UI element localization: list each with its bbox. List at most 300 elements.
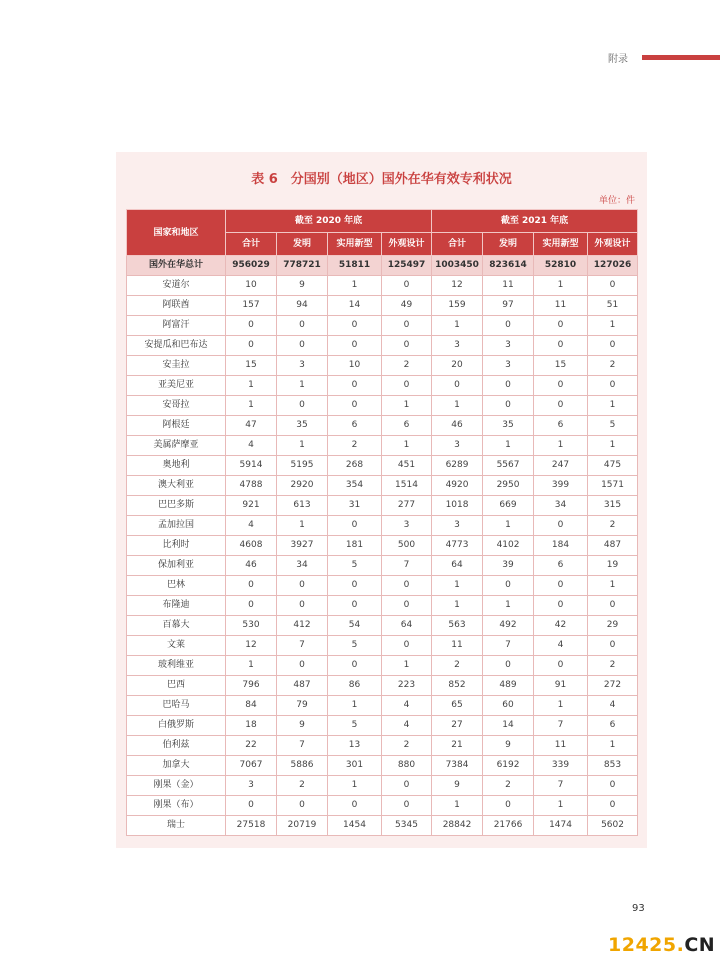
table-row [127, 476, 638, 496]
table-cell: 1018 [432, 496, 483, 516]
subheader: 合计 [226, 233, 277, 256]
table-row [127, 816, 638, 836]
table-cell: 46 [226, 556, 277, 576]
table-cell: 4608 [226, 536, 277, 556]
table-cell: 1 [382, 656, 432, 676]
header-group-2020: 截至 2020 年底 [226, 210, 432, 233]
table-cell: 2 [432, 656, 483, 676]
table-cell: 4102 [483, 536, 534, 556]
table-row [127, 316, 638, 336]
table-cell: 1454 [328, 816, 382, 836]
table-row [127, 736, 638, 756]
table-cell: 0 [534, 596, 588, 616]
subheader: 外观设计 [588, 233, 638, 256]
country-name: 阿富汗 [127, 316, 226, 336]
table-cell: 94 [277, 296, 328, 316]
table-cell: 27 [432, 716, 483, 736]
subheader: 实用新型 [328, 233, 382, 256]
table-cell: 0 [534, 516, 588, 536]
table-cell: 487 [588, 536, 638, 556]
table-cell: 1 [588, 436, 638, 456]
table-cell: 5 [328, 636, 382, 656]
table-cell: 268 [328, 456, 382, 476]
table-cell: 0 [328, 516, 382, 536]
table-cell: 0 [534, 576, 588, 596]
table-cell: 22 [226, 736, 277, 756]
header-group-2021: 截至 2021 年底 [432, 210, 638, 233]
total-cell: 778721 [277, 256, 328, 276]
table-cell: 15 [534, 356, 588, 376]
table-row [127, 536, 638, 556]
table-cell: 0 [382, 336, 432, 356]
table-cell: 2 [588, 516, 638, 536]
table-cell: 0 [588, 276, 638, 296]
table-cell: 0 [328, 336, 382, 356]
table-cell: 3 [483, 356, 534, 376]
table-cell: 0 [588, 636, 638, 656]
country-name: 百慕大 [127, 616, 226, 636]
country-name: 白俄罗斯 [127, 716, 226, 736]
table-cell: 0 [588, 796, 638, 816]
table-cell: 1 [328, 696, 382, 716]
table-cell: 3 [432, 516, 483, 536]
table-cell: 19 [588, 556, 638, 576]
country-name: 阿根廷 [127, 416, 226, 436]
table-cell: 6 [328, 416, 382, 436]
table-cell: 65 [432, 696, 483, 716]
table-row [127, 416, 638, 436]
country-name: 亚美尼亚 [127, 376, 226, 396]
table-cell: 0 [277, 576, 328, 596]
table-cell: 11 [483, 276, 534, 296]
table-cell: 0 [483, 576, 534, 596]
table-cell: 35 [483, 416, 534, 436]
table-cell: 0 [534, 396, 588, 416]
total-cell: 125497 [382, 256, 432, 276]
table-cell: 3927 [277, 536, 328, 556]
total-cell: 51811 [328, 256, 382, 276]
table-cell: 880 [382, 756, 432, 776]
table-cell: 852 [432, 676, 483, 696]
table-cell: 2 [483, 776, 534, 796]
table-cell: 5 [328, 556, 382, 576]
table-cell: 0 [277, 656, 328, 676]
table-cell: 489 [483, 676, 534, 696]
table-row [127, 556, 638, 576]
table-cell: 1 [226, 656, 277, 676]
table-cell: 301 [328, 756, 382, 776]
country-name: 加拿大 [127, 756, 226, 776]
table-cell: 157 [226, 296, 277, 316]
table-cell: 0 [328, 576, 382, 596]
table-cell: 475 [588, 456, 638, 476]
table-cell: 10 [328, 356, 382, 376]
table-cell: 1 [382, 436, 432, 456]
table-cell: 0 [382, 316, 432, 336]
table-cell: 2 [382, 356, 432, 376]
table-cell: 51 [588, 296, 638, 316]
table-cell: 9 [483, 736, 534, 756]
table-cell: 1 [432, 316, 483, 336]
table-cell: 18 [226, 716, 277, 736]
table-cell: 500 [382, 536, 432, 556]
table-row [127, 796, 638, 816]
table-row [127, 276, 638, 296]
table-cell: 12 [432, 276, 483, 296]
country-name: 布隆迪 [127, 596, 226, 616]
table-cell: 9 [277, 276, 328, 296]
table-cell: 21 [432, 736, 483, 756]
table-cell: 0 [483, 316, 534, 336]
table-cell: 921 [226, 496, 277, 516]
table-row [127, 516, 638, 536]
table-cell: 3 [483, 336, 534, 356]
table-cell: 0 [534, 376, 588, 396]
table-cell: 0 [382, 796, 432, 816]
subheader: 外观设计 [382, 233, 432, 256]
table-cell: 1 [328, 276, 382, 296]
total-cell: 52810 [534, 256, 588, 276]
country-name: 阿联酋 [127, 296, 226, 316]
watermark [608, 934, 715, 956]
subheader: 实用新型 [534, 233, 588, 256]
country-name: 奥地利 [127, 456, 226, 476]
table-cell: 7 [534, 716, 588, 736]
table-cell: 4773 [432, 536, 483, 556]
table-cell: 64 [432, 556, 483, 576]
table-cell: 1 [432, 796, 483, 816]
table-cell: 35 [277, 416, 328, 436]
table-cell: 339 [534, 756, 588, 776]
table-cell: 4 [588, 696, 638, 716]
table-cell: 184 [534, 536, 588, 556]
table-cell: 1 [534, 796, 588, 816]
table-cell: 20719 [277, 816, 328, 836]
table-cell: 223 [382, 676, 432, 696]
page-number: 93 [632, 903, 645, 914]
table-cell: 0 [328, 596, 382, 616]
table-cell: 0 [277, 796, 328, 816]
table-cell: 31 [328, 496, 382, 516]
table-cell: 2920 [277, 476, 328, 496]
table-cell: 84 [226, 696, 277, 716]
table-cell: 5 [588, 416, 638, 436]
subheader: 合计 [432, 233, 483, 256]
table-cell: 7 [277, 636, 328, 656]
table-cell: 1 [432, 576, 483, 596]
table-cell: 3 [432, 436, 483, 456]
table-row [127, 656, 638, 676]
table-cell: 0 [382, 636, 432, 656]
country-name: 伯利兹 [127, 736, 226, 756]
table-cell: 2 [588, 656, 638, 676]
country-name: 保加利亚 [127, 556, 226, 576]
table-cell: 1 [483, 516, 534, 536]
table-cell: 530 [226, 616, 277, 636]
table-cell: 3 [432, 336, 483, 356]
table-cell: 4920 [432, 476, 483, 496]
table-cell: 0 [226, 336, 277, 356]
table-cell: 6 [534, 416, 588, 436]
table-cell: 1 [588, 576, 638, 596]
table-cell: 2 [382, 736, 432, 756]
table-cell: 29 [588, 616, 638, 636]
table-cell: 6289 [432, 456, 483, 476]
table-cell: 1 [382, 396, 432, 416]
table-cell: 277 [382, 496, 432, 516]
table-cell: 1 [588, 396, 638, 416]
table-cell: 1 [483, 596, 534, 616]
table-row [127, 676, 638, 696]
country-name: 瑞士 [127, 816, 226, 836]
table-cell: 0 [588, 376, 638, 396]
table-cell: 1 [277, 376, 328, 396]
table-cell: 1 [588, 736, 638, 756]
table-cell: 181 [328, 536, 382, 556]
country-name: 安圭拉 [127, 356, 226, 376]
table-row [127, 356, 638, 376]
table-cell: 0 [382, 276, 432, 296]
table-cell: 6 [382, 416, 432, 436]
table-cell: 412 [277, 616, 328, 636]
table-cell: 86 [328, 676, 382, 696]
table-cell: 0 [588, 596, 638, 616]
table-cell: 3 [226, 776, 277, 796]
table-cell: 0 [382, 596, 432, 616]
table-cell: 2 [588, 356, 638, 376]
table-cell: 4 [382, 716, 432, 736]
table-cell: 5 [328, 716, 382, 736]
country-name: 孟加拉国 [127, 516, 226, 536]
table-cell: 4788 [226, 476, 277, 496]
table-cell: 0 [588, 336, 638, 356]
total-row [127, 256, 638, 276]
table-cell: 669 [483, 496, 534, 516]
table-row [127, 636, 638, 656]
table-cell: 20 [432, 356, 483, 376]
table-cell: 47 [226, 416, 277, 436]
country-name: 巴巴多斯 [127, 496, 226, 516]
total-cell: 1003450 [432, 256, 483, 276]
table-cell: 11 [534, 736, 588, 756]
table-cell: 7 [277, 736, 328, 756]
table-cell: 272 [588, 676, 638, 696]
table-row [127, 616, 638, 636]
country-name: 安道尔 [127, 276, 226, 296]
table-cell: 159 [432, 296, 483, 316]
subheader: 发明 [483, 233, 534, 256]
country-name: 文莱 [127, 636, 226, 656]
table-cell: 1 [534, 436, 588, 456]
table-cell: 853 [588, 756, 638, 776]
table-row [127, 496, 638, 516]
table-cell: 6 [534, 556, 588, 576]
table-cell: 7 [534, 776, 588, 796]
table-cell: 12 [226, 636, 277, 656]
table-cell: 5914 [226, 456, 277, 476]
table-row [127, 336, 638, 356]
table-cell: 7 [483, 636, 534, 656]
watermark-digits: 12425 [608, 934, 677, 956]
country-name: 安哥拉 [127, 396, 226, 416]
table-cell: 0 [382, 576, 432, 596]
table-cell: 0 [328, 796, 382, 816]
table-cell: 3 [277, 356, 328, 376]
table-cell: 0 [382, 776, 432, 796]
section-accent-bar [642, 55, 720, 60]
table-cell: 2 [277, 776, 328, 796]
table-cell: 0 [382, 376, 432, 396]
table-row [127, 376, 638, 396]
table-cell: 9 [432, 776, 483, 796]
table-cell: 34 [534, 496, 588, 516]
total-cell: 127026 [588, 256, 638, 276]
country-name: 澳大利亚 [127, 476, 226, 496]
table-cell: 1474 [534, 816, 588, 836]
table-cell: 5886 [277, 756, 328, 776]
table-title: 表 6 分国别（地区）国外在华有效专利状况 [251, 172, 512, 187]
table-cell: 21766 [483, 816, 534, 836]
table-cell: 0 [277, 336, 328, 356]
table-cell: 4 [382, 696, 432, 716]
table-cell: 247 [534, 456, 588, 476]
table-cell: 39 [483, 556, 534, 576]
table-cell: 0 [328, 656, 382, 676]
table-cell: 64 [382, 616, 432, 636]
table-cell: 0 [483, 376, 534, 396]
table-cell: 0 [226, 316, 277, 336]
country-name: 巴哈马 [127, 696, 226, 716]
table-cell: 91 [534, 676, 588, 696]
country-name: 美属萨摩亚 [127, 436, 226, 456]
table-cell: 451 [382, 456, 432, 476]
table-cell: 46 [432, 416, 483, 436]
table-row [127, 436, 638, 456]
table-cell: 60 [483, 696, 534, 716]
table-cell: 1 [432, 396, 483, 416]
total-cell: 956029 [226, 256, 277, 276]
table-cell: 354 [328, 476, 382, 496]
table-row [127, 396, 638, 416]
table-cell: 0 [277, 596, 328, 616]
patent-table [126, 209, 638, 836]
table-cell: 27518 [226, 816, 277, 836]
table-cell: 1 [226, 376, 277, 396]
table-cell: 1571 [588, 476, 638, 496]
country-name: 巴西 [127, 676, 226, 696]
table-cell: 399 [534, 476, 588, 496]
table-cell: 0 [534, 336, 588, 356]
table-cell: 6 [588, 716, 638, 736]
table-cell: 54 [328, 616, 382, 636]
table-cell: 97 [483, 296, 534, 316]
table-cell: 1 [588, 316, 638, 336]
table-cell: 28842 [432, 816, 483, 836]
table-cell: 14 [483, 716, 534, 736]
table-cell: 492 [483, 616, 534, 636]
total-cell: 823614 [483, 256, 534, 276]
table-cell: 79 [277, 696, 328, 716]
total-label: 国外在华总计 [127, 256, 226, 276]
table-cell: 1 [226, 396, 277, 416]
section-label: 附录 [608, 54, 628, 65]
country-name: 刚果（金） [127, 776, 226, 796]
table-cell: 5195 [277, 456, 328, 476]
table-cell: 4 [226, 436, 277, 456]
table-cell: 7 [382, 556, 432, 576]
table-cell: 4 [534, 636, 588, 656]
table-row [127, 456, 638, 476]
table-cell: 0 [277, 396, 328, 416]
table-cell: 1 [483, 436, 534, 456]
table-row [127, 696, 638, 716]
table-cell: 487 [277, 676, 328, 696]
table-cell: 796 [226, 676, 277, 696]
table-cell: 2 [328, 436, 382, 456]
country-name: 比利时 [127, 536, 226, 556]
table-cell: 0 [534, 316, 588, 336]
table-cell: 34 [277, 556, 328, 576]
table-cell: 613 [277, 496, 328, 516]
table-row [127, 576, 638, 596]
table-row [127, 756, 638, 776]
table-cell: 2950 [483, 476, 534, 496]
table-cell: 1 [277, 436, 328, 456]
table-cell: 0 [534, 656, 588, 676]
country-name: 安提瓜和巴布达 [127, 336, 226, 356]
table-cell: 11 [432, 636, 483, 656]
table-cell: 563 [432, 616, 483, 636]
table-cell: 42 [534, 616, 588, 636]
table-cell: 3 [382, 516, 432, 536]
table-cell: 0 [483, 396, 534, 416]
table-cell: 0 [483, 656, 534, 676]
table-cell: 1 [277, 516, 328, 536]
table-cell: 0 [226, 596, 277, 616]
table-cell: 0 [277, 316, 328, 336]
table-cell: 4 [226, 516, 277, 536]
table-cell: 1 [328, 776, 382, 796]
table-cell: 0 [432, 376, 483, 396]
table-cell: 0 [226, 796, 277, 816]
table-cell: 14 [328, 296, 382, 316]
country-name: 巴林 [127, 576, 226, 596]
table-cell: 1 [534, 276, 588, 296]
table-cell: 9 [277, 716, 328, 736]
table-row [127, 776, 638, 796]
watermark-tld: CN [684, 934, 716, 956]
table-cell: 5602 [588, 816, 638, 836]
table-cell: 5567 [483, 456, 534, 476]
header-country: 国家和地区 [127, 210, 226, 256]
table-cell: 1 [432, 596, 483, 616]
table-row [127, 716, 638, 736]
country-name: 玻利维亚 [127, 656, 226, 676]
table-cell: 11 [534, 296, 588, 316]
table-cell: 6192 [483, 756, 534, 776]
subheader: 发明 [277, 233, 328, 256]
table-cell: 5345 [382, 816, 432, 836]
table-row [127, 296, 638, 316]
table-cell: 49 [382, 296, 432, 316]
table-cell: 0 [226, 576, 277, 596]
table-cell: 10 [226, 276, 277, 296]
watermark-dot: . [676, 934, 685, 956]
table-cell: 0 [588, 776, 638, 796]
table-cell: 0 [328, 396, 382, 416]
table-cell: 315 [588, 496, 638, 516]
table-cell: 1 [534, 696, 588, 716]
